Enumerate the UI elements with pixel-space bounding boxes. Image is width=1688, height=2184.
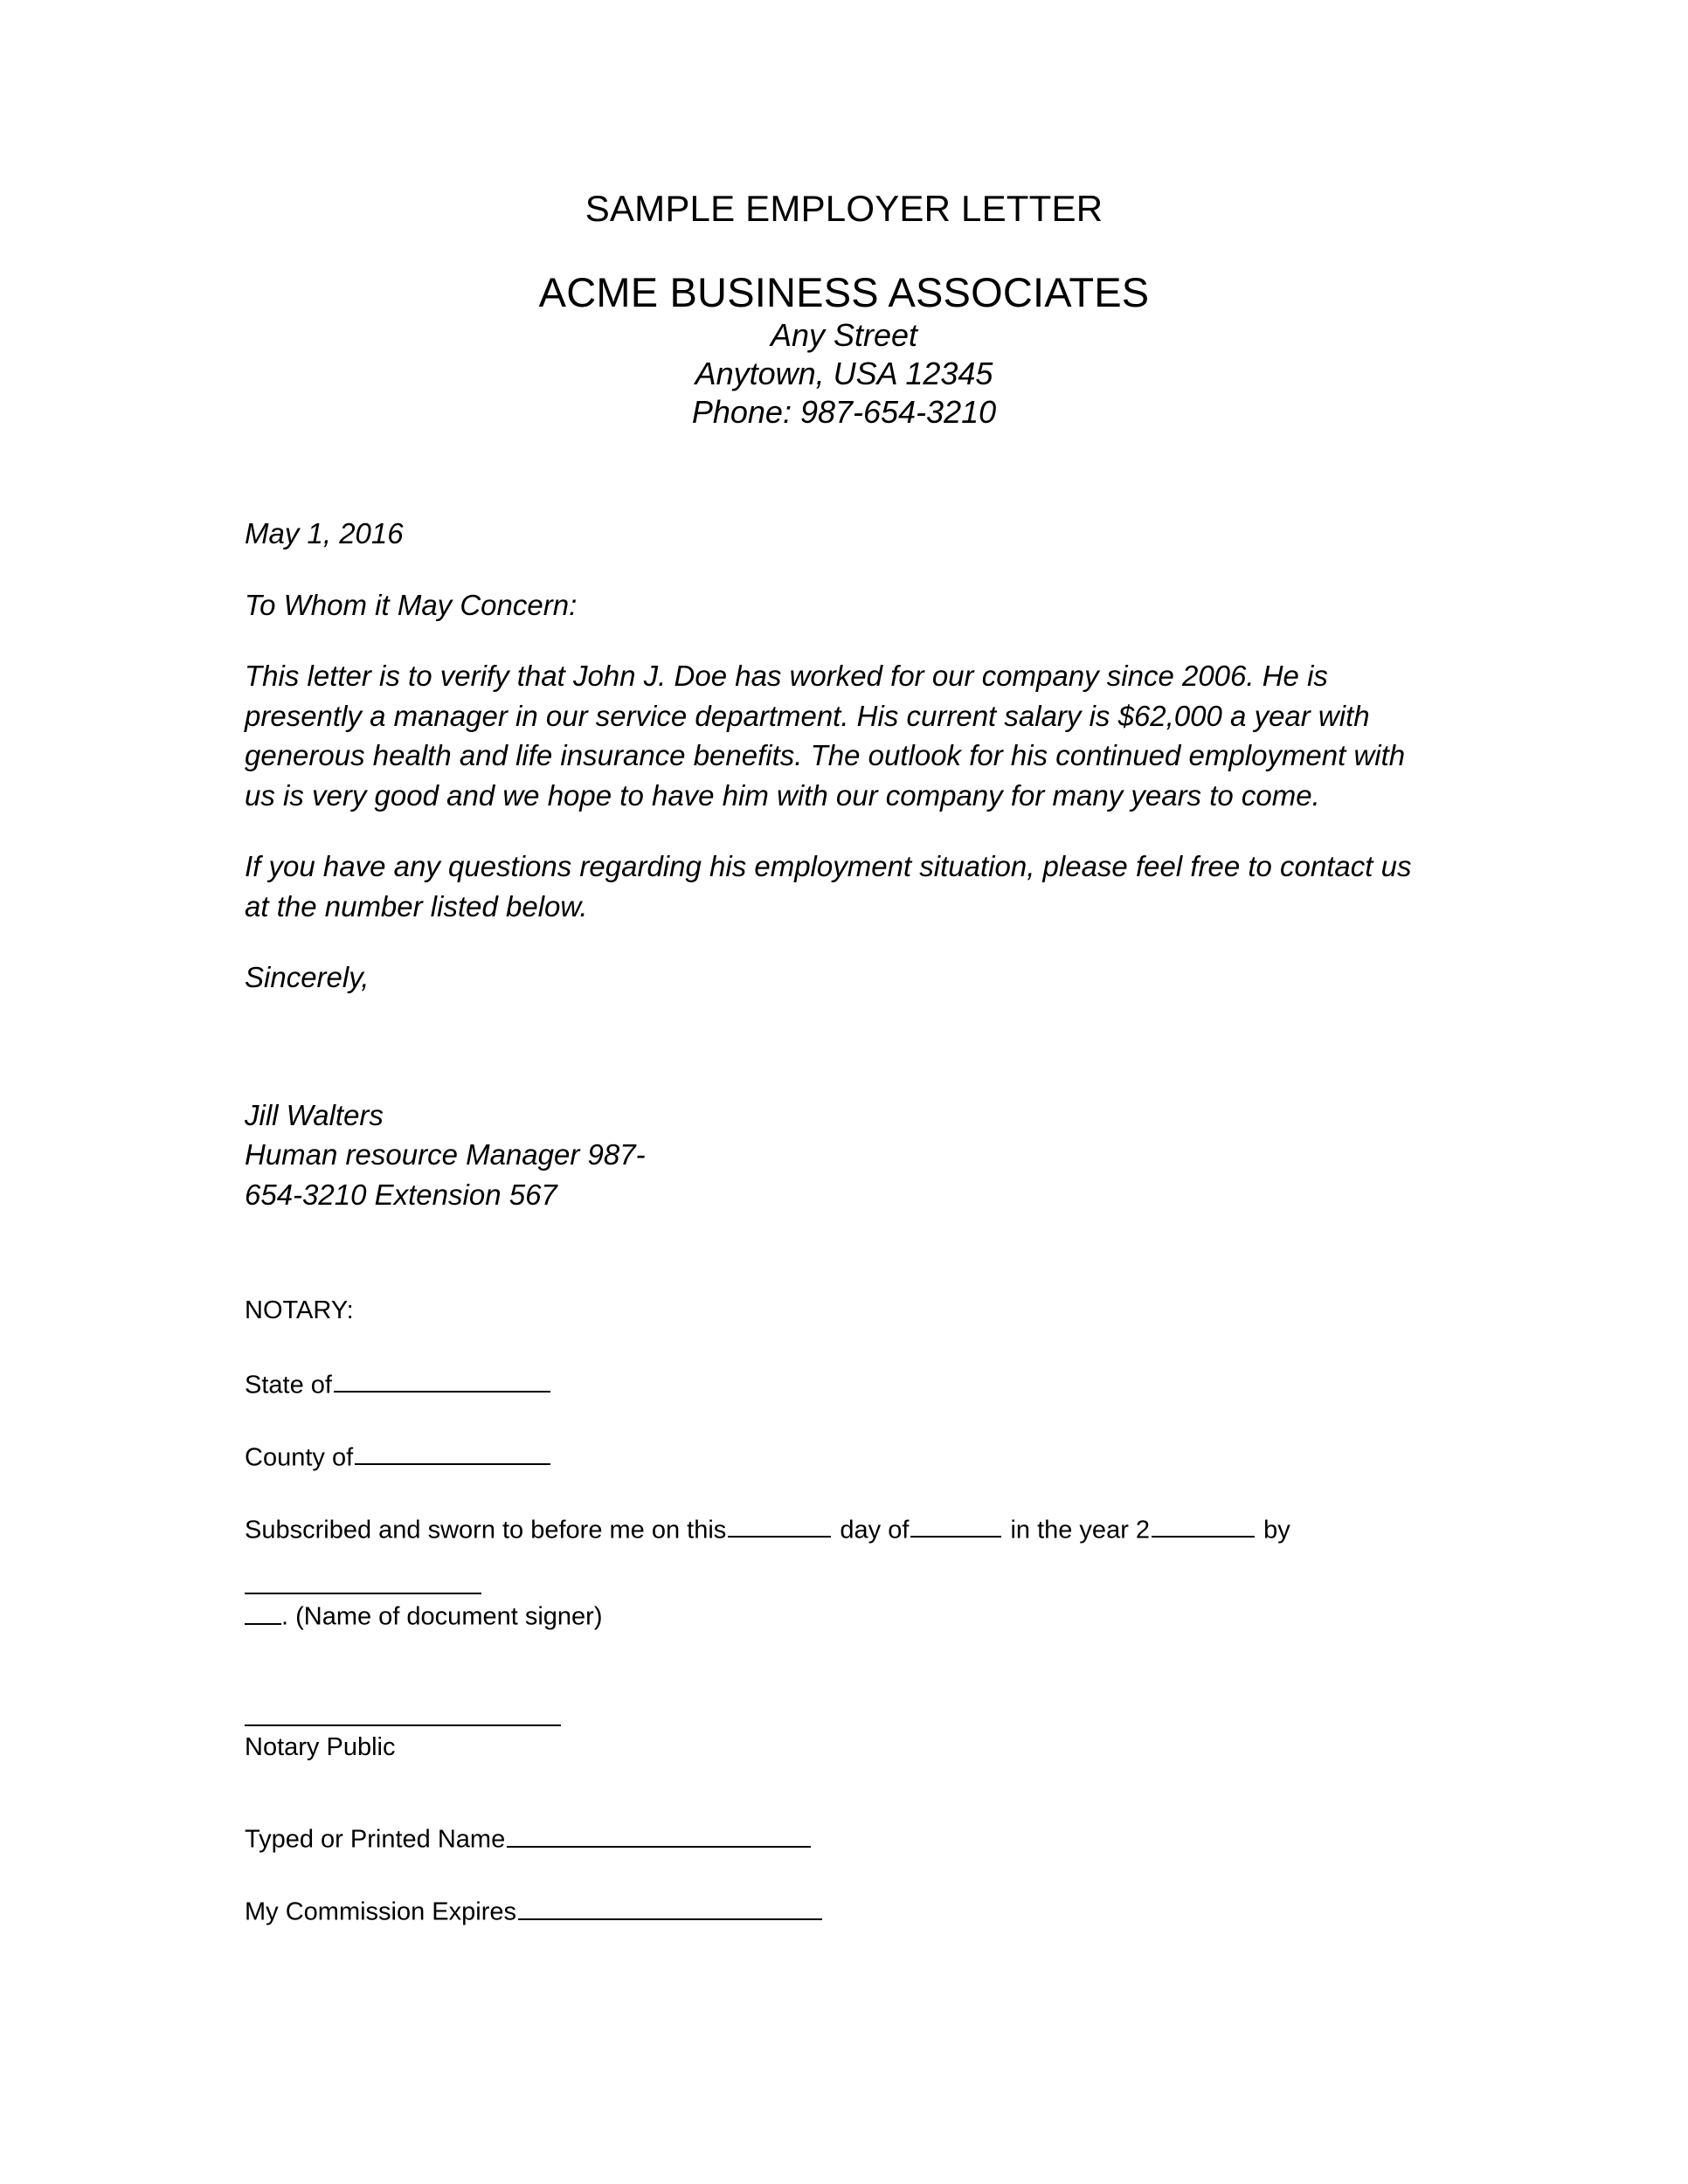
sworn-text-part-3: in the year 2 [1010,1516,1151,1545]
state-of-blank[interactable] [334,1365,550,1393]
typed-printed-name-label: Typed or Printed Name [245,1825,506,1854]
sworn-text-part-2: day of [840,1516,910,1545]
signature-block [245,1095,1420,1215]
document-signer-label: . (Name of document signer) [281,1602,603,1631]
company-address-street: Any Street [770,316,918,353]
document-signer-blank[interactable] [245,1600,281,1625]
typed-printed-name-blank[interactable] [507,1819,811,1847]
notary-public-label: Notary Public [245,1733,396,1762]
notary-public-signature-rule[interactable] [245,1724,561,1726]
signer-title-line-2: 654-3210 Extension 567 [245,1178,557,1211]
page-title: SAMPLE EMPLOYER LETTER [585,188,1103,229]
company-name: ACME BUSINESS ASSOCIATES [538,269,1150,316]
signer-title-line-1: Human resource Manager 987- [245,1138,646,1171]
commission-expires-blank[interactable] [518,1891,822,1919]
county-of-label: County of [245,1443,354,1472]
letter-closing: Sincerely, [245,961,370,994]
sworn-text-part-4: by [1263,1516,1290,1545]
notary-state-row [245,1365,1468,1402]
notary-county-row [245,1437,1468,1475]
sworn-text-part-1: Subscribed and sworn to before me on this [245,1516,727,1545]
notary-sworn-row [245,1510,1468,1547]
company-phone: Phone: 987-654-3210 [691,393,997,430]
letter-date: May 1, 2016 [245,517,404,549]
notary-bottom-fields [245,1819,1468,1929]
document-header [0,188,1688,432]
letter-paragraph-1: This letter is to verify that John J. Doe has worked for our company since 2006. He is presently a manager in our service department. His current salary is $62,000 a year with generous health and life insurance benefits. The outlook for his continued employment with us is very good and we hope to have him with our company for many years to come. [245,660,1406,812]
sworn-year-blank[interactable] [1152,1510,1255,1538]
notary-heading: NOTARY: [245,1296,354,1324]
signature-space [245,998,1420,1095]
company-address-city-state-zip: Anytown, USA 12345 [695,355,993,391]
sworn-month-blank[interactable] [910,1510,1001,1538]
document-signer-rule [245,1593,481,1594]
sworn-day-blank[interactable] [728,1510,831,1538]
county-of-blank[interactable] [355,1437,550,1465]
document-signer-block [245,1593,1468,1634]
typed-printed-name-row [245,1819,1468,1856]
document-signer-row [245,1600,1468,1634]
letter-salutation: To Whom it May Concern: [245,588,578,621]
commission-expires-label: My Commission Expires [245,1897,516,1926]
letter-body [245,514,1420,1214]
state-of-label: State of [245,1371,332,1400]
letter-paragraph-2: If you have any questions regarding his employment situation, please feel free to contact us at the number listed below. [245,850,1412,923]
signer-name: Jill Walters [245,1098,384,1131]
commission-expires-row [245,1891,1468,1929]
notary-public-block [245,1724,1468,1765]
notary-section [245,1295,1468,1964]
